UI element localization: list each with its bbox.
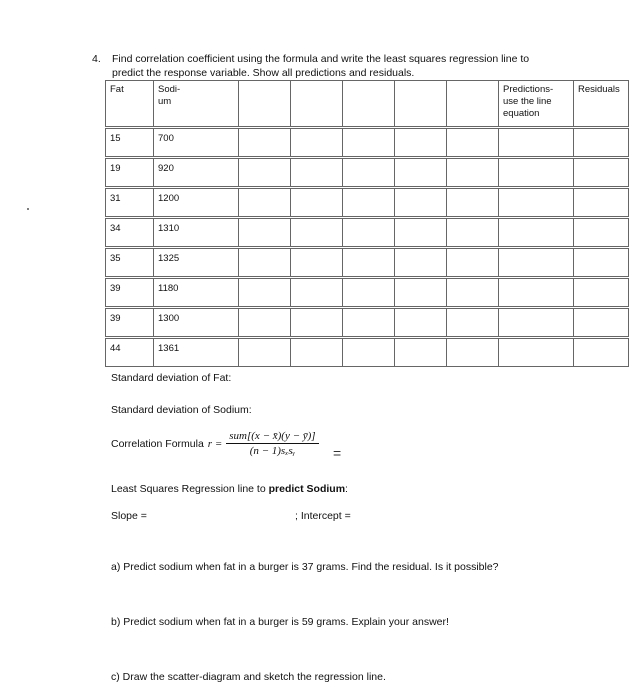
cell-blank	[291, 188, 343, 218]
table-header-row	[106, 81, 629, 128]
cell-blank	[239, 218, 291, 248]
cell-blank	[395, 188, 447, 218]
cell-blank	[447, 278, 499, 308]
table-row	[106, 278, 629, 308]
table-row	[106, 308, 629, 338]
cell-blank	[447, 218, 499, 248]
cell-blank	[395, 308, 447, 338]
cell-blank	[343, 218, 395, 248]
header-blank	[291, 81, 343, 128]
cell-fat: 39	[106, 308, 154, 338]
cell-blank	[447, 158, 499, 188]
cell-blank	[239, 338, 291, 367]
cell-fat: 15	[106, 128, 154, 158]
cell-blank	[343, 338, 395, 367]
cell-residual	[574, 338, 629, 367]
cell-prediction	[499, 278, 574, 308]
question-text-line-2: predict the response variable. Show all predictions and residuals.	[112, 67, 415, 79]
correlation-label: Correlation Formula	[111, 437, 204, 450]
cell-blank	[239, 188, 291, 218]
cell-fat: 35	[106, 248, 154, 278]
cell-blank	[291, 128, 343, 158]
cell-blank	[395, 128, 447, 158]
cell-residual	[574, 248, 629, 278]
table-row	[106, 188, 629, 218]
cell-residual	[574, 158, 629, 188]
table-row	[106, 338, 629, 367]
correlation-fraction	[226, 430, 318, 457]
part-c-text: c) Draw the scatter-diagram and sketch the regression line.	[111, 671, 386, 683]
cell-fat: 39	[106, 278, 154, 308]
cell-blank	[447, 308, 499, 338]
question-text-line-1: Find correlation coefficient using the formula and write the least squares regression line to	[112, 53, 530, 65]
stray-mark	[27, 208, 29, 210]
cell-prediction	[499, 188, 574, 218]
cell-blank	[291, 278, 343, 308]
correlation-denominator: (n − 1)sₓsᵧ	[249, 445, 296, 457]
cell-blank	[291, 338, 343, 367]
header-blank	[343, 81, 395, 128]
lsrl-heading-prefix: Least Squares Regression line to	[111, 483, 266, 495]
cell-prediction	[499, 128, 574, 158]
cell-blank	[291, 158, 343, 188]
correlation-numerator: sum[(x − x̄)(y − ȳ)]	[226, 430, 318, 444]
cell-sodium: 700	[154, 128, 239, 158]
cell-blank	[291, 218, 343, 248]
part-b-text: b) Predict sodium when fat in a burger is 59 grams. Explain your answer!	[111, 616, 449, 628]
lsrl-heading-suffix: :	[345, 483, 348, 495]
cell-blank	[447, 128, 499, 158]
handwritten-equals-mark: =	[333, 445, 342, 461]
header-residuals: Residuals	[574, 81, 629, 128]
correlation-formula	[111, 430, 319, 457]
cell-blank	[291, 248, 343, 278]
cell-blank	[343, 248, 395, 278]
table-row	[106, 128, 629, 158]
header-sodium: Sodi- um	[154, 81, 239, 128]
table-row	[106, 248, 629, 278]
cell-blank	[395, 278, 447, 308]
std-dev-sodium-label: Standard deviation of Sodium:	[111, 404, 252, 416]
cell-sodium: 1325	[154, 248, 239, 278]
slope-label: Slope =	[111, 510, 147, 522]
data-table	[105, 80, 629, 367]
lsrl-heading-bold: predict Sodium	[268, 483, 346, 495]
cell-blank	[395, 218, 447, 248]
cell-blank	[343, 158, 395, 188]
question-number: 4.	[92, 53, 101, 65]
cell-prediction	[499, 248, 574, 278]
cell-blank	[447, 188, 499, 218]
cell-fat: 31	[106, 188, 154, 218]
cell-residual	[574, 188, 629, 218]
table-row	[106, 218, 629, 248]
cell-blank	[343, 188, 395, 218]
header-predictions: Predictions- use the line equation	[499, 81, 574, 128]
header-blank	[395, 81, 447, 128]
cell-blank	[239, 308, 291, 338]
cell-prediction	[499, 308, 574, 338]
cell-blank	[239, 278, 291, 308]
cell-prediction	[499, 158, 574, 188]
cell-blank	[447, 338, 499, 367]
std-dev-fat-label: Standard deviation of Fat:	[111, 372, 232, 384]
cell-residual	[574, 128, 629, 158]
cell-sodium: 1361	[154, 338, 239, 367]
cell-fat: 34	[106, 218, 154, 248]
cell-blank	[239, 128, 291, 158]
cell-blank	[343, 128, 395, 158]
cell-residual	[574, 278, 629, 308]
correlation-lhs: r =	[207, 437, 223, 450]
header-fat: Fat	[106, 81, 154, 128]
cell-prediction	[499, 338, 574, 367]
cell-blank	[239, 158, 291, 188]
cell-blank	[239, 248, 291, 278]
cell-residual	[574, 308, 629, 338]
cell-sodium: 1200	[154, 188, 239, 218]
header-blank	[447, 81, 499, 128]
cell-sodium: 1300	[154, 308, 239, 338]
cell-blank	[395, 248, 447, 278]
table-row	[106, 158, 629, 188]
cell-fat: 44	[106, 338, 154, 367]
cell-blank	[343, 308, 395, 338]
cell-blank	[395, 338, 447, 367]
cell-sodium: 920	[154, 158, 239, 188]
lsrl-heading	[111, 483, 348, 495]
cell-blank	[291, 308, 343, 338]
intercept-label: ; Intercept =	[295, 510, 351, 522]
cell-blank	[447, 248, 499, 278]
cell-blank	[343, 278, 395, 308]
cell-prediction	[499, 218, 574, 248]
part-a-text: a) Predict sodium when fat in a burger is 37 grams. Find the residual. Is it possible?	[111, 561, 499, 573]
cell-sodium: 1310	[154, 218, 239, 248]
cell-blank	[395, 158, 447, 188]
cell-residual	[574, 218, 629, 248]
header-blank	[239, 81, 291, 128]
cell-fat: 19	[106, 158, 154, 188]
cell-sodium: 1180	[154, 278, 239, 308]
